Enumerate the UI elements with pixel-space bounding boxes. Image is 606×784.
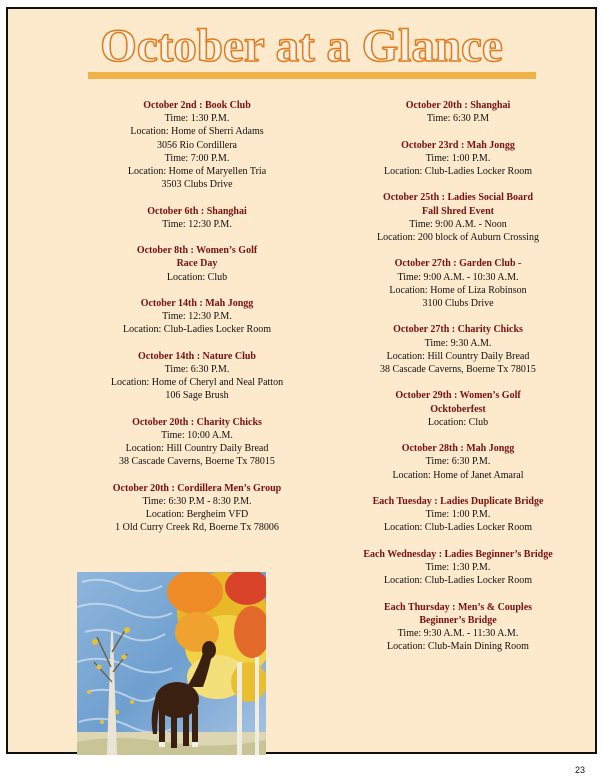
event-entry	[333, 442, 583, 482]
event-entry	[333, 495, 583, 535]
event-detail: Location: Hill Country Daily Bread	[386, 350, 530, 362]
event-detail: 3503 Clubs Drive	[161, 179, 233, 191]
event-entry	[333, 257, 583, 310]
event-heading: Each Wednesday : Ladies Beginner’s Bridge	[363, 548, 553, 560]
event-heading: October 28th : Mah Jongg	[401, 443, 515, 455]
event-heading: October 20th : Charity Chicks	[132, 416, 262, 428]
event-detail: Location: Club-Main Dining Room	[387, 641, 529, 653]
event-detail: Time: 1:30 P.M.	[425, 561, 491, 573]
event-entry	[333, 191, 583, 244]
event-detail: Time: 6:30 P.M - 8:30 P.M.	[142, 496, 252, 507]
event-entry	[63, 482, 331, 535]
event-heading: October 8th : Women’s Golf	[136, 245, 258, 257]
event-detail: 3056 Rio Cordillera	[157, 139, 237, 151]
right-column	[333, 99, 583, 667]
event-entry	[63, 350, 331, 403]
event-detail: Location: Club	[166, 271, 228, 283]
event-subheading: Fall Shred Event	[421, 205, 495, 217]
page-number: 23	[575, 765, 586, 775]
event-heading: October 20th : Shanghai	[405, 100, 511, 111]
event-heading: October 29th : Women’s Golf	[395, 390, 521, 402]
title-underline	[88, 72, 536, 79]
event-entry	[333, 389, 583, 429]
event-entry	[333, 99, 583, 125]
event-detail: Time: 6:30 P.M.	[425, 456, 491, 468]
event-detail: 1 Old Curry Creek Rd, Boerne Tx 78006	[115, 522, 279, 534]
event-heading: Each Tuesday : Ladies Duplicate Bridge	[372, 495, 544, 507]
event-entry	[333, 601, 583, 654]
event-detail: Time: 7:00 P.M.	[164, 152, 230, 164]
event-heading: October 23rd : Mah Jongg	[401, 139, 515, 151]
event-heading: October 25th : Ladies Social Board	[382, 192, 534, 204]
event-detail: Time: 12:30 P.M.	[162, 311, 232, 323]
event-detail: Location: Bergheim VFD	[145, 509, 249, 521]
event-detail: Time: 6:30 P.M	[426, 113, 490, 125]
event-heading: October 27th : Charity Chicks	[393, 324, 523, 336]
autumn-horse-painting	[77, 572, 266, 755]
event-detail: Time: 6:30 P.M.	[164, 364, 230, 375]
event-detail: Time: 10:00 A.M.	[161, 430, 233, 441]
event-entry	[63, 99, 331, 191]
event-entry	[63, 244, 331, 284]
event-detail: Location: Hill Country Daily Bread	[125, 443, 269, 455]
event-detail: Time: 9:30 A.M. - 11:30 A.M.	[397, 627, 519, 639]
page-panel	[6, 7, 597, 754]
event-entry	[333, 548, 583, 588]
event-detail: 38 Cascade Caverns, Boerne Tx 78015	[119, 456, 275, 468]
event-detail: Location: Home of Cheryl and Neal Patton	[110, 377, 284, 389]
event-heading: October 2nd : Book Club	[143, 100, 251, 111]
left-column	[63, 99, 331, 548]
event-detail: Time: 9:30 A.M.	[424, 337, 492, 349]
event-entry	[333, 139, 583, 179]
page-title: October at a Glance	[100, 20, 503, 72]
event-detail: Location: 200 block of Auburn Crossing	[377, 232, 539, 243]
event-detail: Time: 1:00 P.M.	[425, 509, 491, 521]
event-detail: Time: 1:30 P.M.	[164, 113, 230, 125]
event-detail: 3100 Clubs Drive	[422, 298, 494, 309]
event-detail: Location: Club-Ladies Locker Room	[383, 522, 533, 534]
event-detail: Time: 12:30 P.M.	[162, 218, 232, 230]
event-detail: Location: Club-Ladies Locker Room	[383, 166, 533, 177]
event-detail: Location: Home of Liza Robinson	[389, 284, 527, 296]
event-heading: October 27th : Garden Club -	[394, 258, 522, 270]
event-detail: Location: Club-Ladies Locker Room	[383, 575, 533, 587]
event-subheading: Ocktoberfest	[430, 403, 486, 415]
event-detail: Location: Club-Ladies Locker Room	[122, 324, 272, 336]
event-detail: Time: 9:00 A.M. - Noon	[409, 218, 507, 230]
event-entry	[63, 297, 331, 337]
event-detail: Location: Home of Sherri Adams	[130, 126, 264, 138]
event-detail: 38 Cascade Caverns, Boerne Tx 78015	[380, 364, 536, 375]
event-detail: Time: 9:00 A.M. - 10:30 A.M.	[397, 271, 519, 283]
event-detail: Location: Home of Janet Amaral	[392, 469, 524, 481]
event-entry	[333, 323, 583, 376]
event-detail: Location: Home of Maryellen Tria	[127, 166, 267, 178]
event-entry	[63, 205, 331, 231]
event-subheading: Race Day	[176, 258, 218, 270]
event-heading: Each Thursday : Men’s & Couples	[383, 601, 533, 613]
event-detail: Time: 1:00 P.M.	[425, 152, 491, 164]
event-heading: October 14th : Nature Club	[138, 350, 256, 362]
event-detail: Location: Club	[427, 416, 489, 428]
event-subheading: Beginner’s Bridge	[419, 614, 497, 626]
event-heading: October 6th : Shanghai	[147, 205, 247, 217]
event-detail: 106 Sage Brush	[165, 390, 229, 402]
event-heading: October 14th : Mah Jongg	[140, 298, 254, 309]
event-heading: October 20th : Cordillera Men’s Group	[112, 482, 282, 494]
event-entry	[63, 416, 331, 469]
